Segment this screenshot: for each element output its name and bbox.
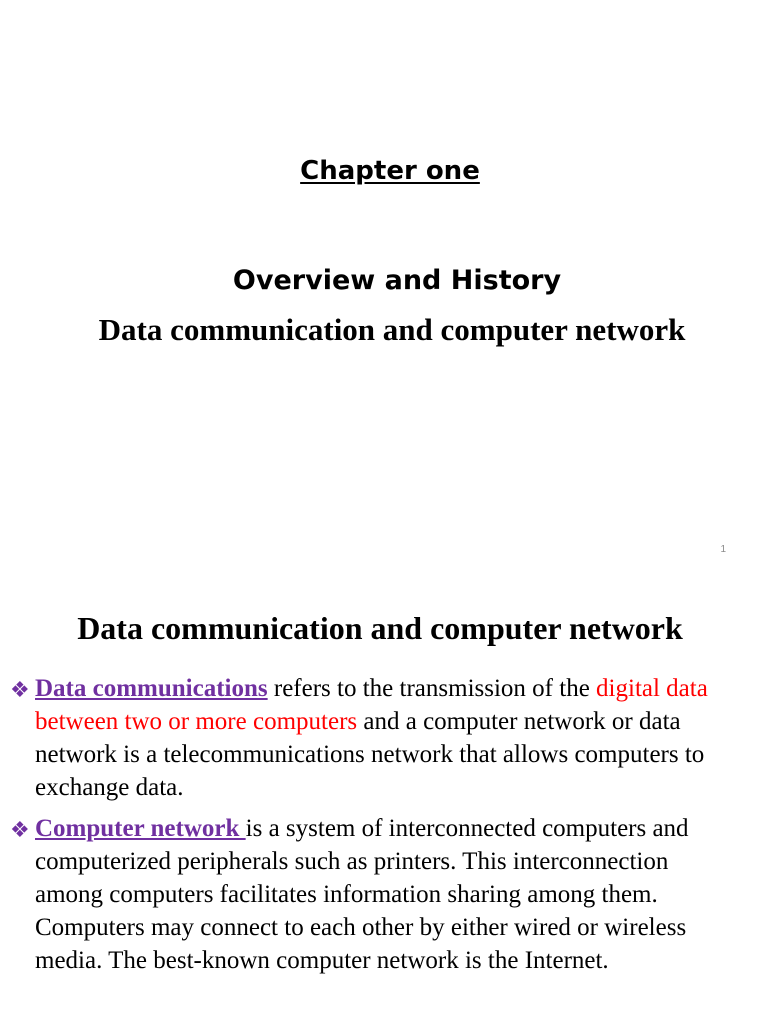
overview-heading: Overview and History [232, 265, 562, 296]
slide-title: Data communication and computer network [77, 610, 683, 646]
highlight-text: digital data between two or more computers [35, 675, 708, 735]
bullet-text-part: is a system of interconnected computers and computerized peripherals such as printers. This interconnection among computers facilitates information sharing among them. Computers may connect to each other by either wired or wireless media. The best-known computer network is the Internet. [35, 815, 689, 974]
term-data-communications: Data communications [35, 675, 268, 702]
page-number: 1 [720, 544, 726, 555]
term-computer-network: Computer network [35, 815, 246, 842]
bullet-data-communications [10, 672, 740, 804]
bullet-text-part: and a computer network or data network is a telecommunications network that allows computers to exchange data. [35, 708, 705, 801]
bullet-computer-network [10, 812, 740, 977]
chapter-heading: Chapter one [300, 156, 480, 186]
diamond-bullet-icon: ❖ [10, 817, 30, 842]
slide-2 [0, 576, 768, 1024]
bullet-text [35, 672, 740, 804]
diamond-bullet-icon: ❖ [10, 677, 30, 702]
slide-subtitle: Data communication and computer network [98, 312, 686, 347]
bullet-text-part: refers to the transmission of the [267, 675, 597, 702]
bullet-text [35, 812, 740, 977]
